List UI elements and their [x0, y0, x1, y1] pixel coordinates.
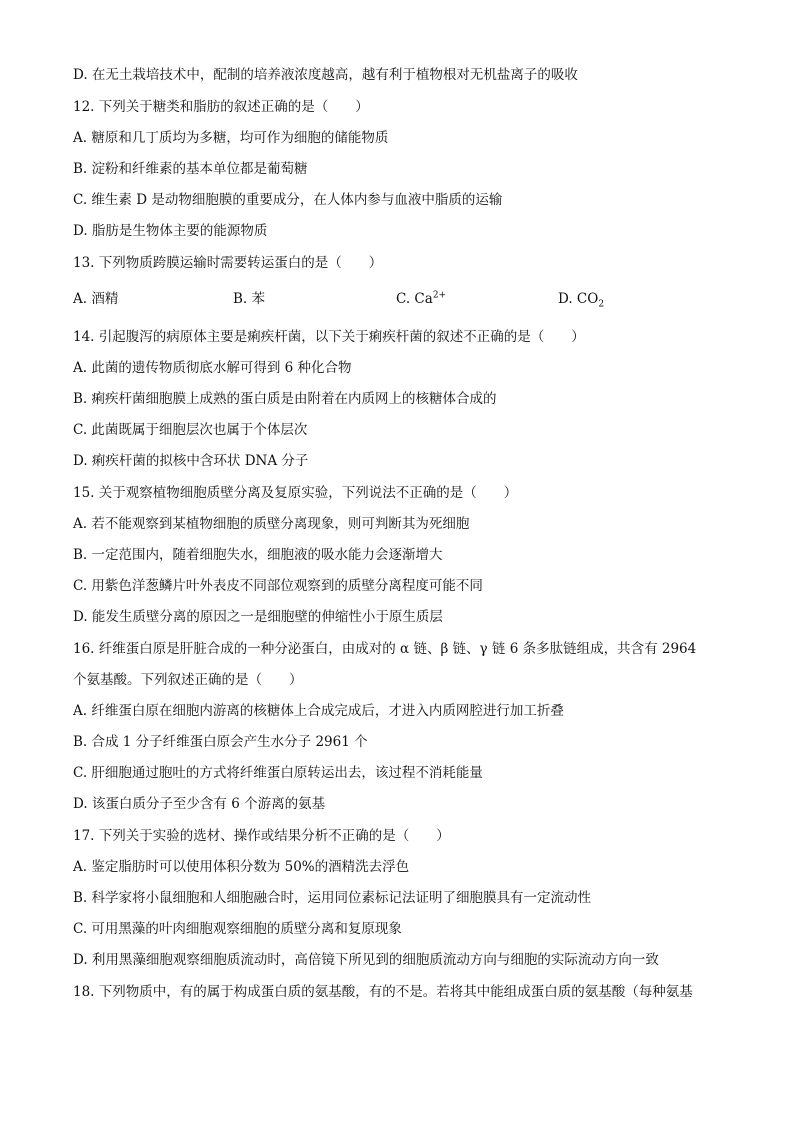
q12-option-a: A. 糖原和几丁质均为多糖，均可作为细胞的储能物质	[73, 130, 389, 146]
q13-option-c-charge: 2+	[432, 290, 447, 301]
q16-option-d: D. 该蛋白质分子至少含有 6 个游离的氨基	[73, 796, 326, 812]
q17-option-b: B. 科学家将小鼠细胞和人细胞融合时，运用同位素标记法证明了细胞膜具有一定流动性	[73, 890, 592, 906]
question-16: 16. 纤维蛋白原是肝脏合成的一种分泌蛋白，由成对的 α 链、β 链、γ 链 6 条多肽链组成，共含有 2964	[73, 641, 697, 657]
q14-option-b: B. 痢疾杆菌细胞膜上成熟的蛋白质是由附着在内质网上的核糖体合成的	[73, 391, 497, 407]
q13-options	[73, 289, 723, 309]
question-12: 12. 下列关于糖类和脂肪的叙述正确的是（ ）	[73, 99, 369, 115]
q13-option-c	[396, 289, 446, 309]
q16-option-c: C. 肝细胞通过胞吐的方式将纤维蛋白原转运出去，该过程不消耗能量	[73, 765, 483, 781]
q14-option-a: A. 此菌的遗传物质彻底水解可得到 6 种化合物	[73, 360, 352, 376]
question-15: 15. 关于观察植物细胞质壁分离及复原实验，下列说法不正确的是（ ）	[73, 485, 518, 501]
q12-option-b: B. 淀粉和纤维素的基本单位都是葡萄糖	[73, 161, 308, 177]
q14-option-d: D. 痢疾杆菌的拟核中含环状 DNA 分子	[73, 453, 309, 469]
q15-option-b: B. 一定范围内，随着细胞失水，细胞液的吸水能力会逐渐增大	[73, 547, 443, 563]
question-14: 14. 引起腹泻的病原体主要是痢疾杆菌，以下关于痢疾杆菌的叙述不正确的是（ ）	[73, 329, 585, 345]
q16-option-a: A. 纤维蛋白原在细胞内游离的核糖体上合成完成后，才进入内质网腔进行加工折叠	[73, 703, 564, 719]
q14-option-c: C. 此菌既属于细胞层次也属于个体层次	[73, 422, 308, 438]
q11-option-d: D. 在无土栽培技术中，配制的培养液浓度越高，越有利于植物根对无机盐离子的吸收	[73, 67, 578, 83]
q13-option-a: A. 酒精	[73, 291, 119, 307]
q13-option-d	[558, 289, 604, 309]
q12-option-d: D. 脂肪是生物体主要的能源物质	[73, 223, 268, 239]
q16-option-b: B. 合成 1 分子纤维蛋白原会产生水分子 2961 个	[73, 734, 368, 750]
question-17: 17. 下列关于实验的选材、操作或结果分析不正确的是（ ）	[73, 828, 450, 844]
question-13: 13. 下列物质跨膜运输时需要转运蛋白的是（ ）	[73, 255, 383, 271]
q15-option-c: C. 用紫色洋葱鳞片叶外表皮不同部位观察到的质壁分离程度可能不同	[73, 578, 483, 594]
q13-option-d-subscript: 2	[598, 299, 605, 310]
q17-option-d: D. 利用黑藻细胞观察细胞质流动时，高倍镜下所见到的细胞质流动方向与细胞的实际流动方向一致	[73, 952, 659, 968]
q13-option-c-text: C. Ca	[396, 291, 433, 307]
q13-option-d-text: D. CO	[558, 291, 599, 307]
q15-option-d: D. 能发生质壁分离的原因之一是细胞壁的伸缩性小于原生质层	[73, 609, 443, 625]
q13-option-b: B. 苯	[233, 291, 266, 307]
q15-option-a: A. 若不能观察到某植物细胞的质壁分离现象，则可判断其为死细胞	[73, 516, 470, 532]
q17-option-a: A. 鉴定脂肪时可以使用体积分数为 50%的酒精洗去浮色	[73, 859, 410, 875]
question-18: 18. 下列物质中，有的属于构成蛋白质的氨基酸，有的不是。若将其中能组成蛋白质的氨基酸（每种氨基	[73, 984, 693, 1000]
q17-option-c: C. 可用黑藻的叶肉细胞观察细胞的质壁分离和复原现象	[73, 921, 402, 937]
q12-option-c: C. 维生素 D 是动物细胞膜的重要成分，在人体内参与血液中脂质的运输	[73, 192, 503, 208]
question-16-continued: 个氨基酸。下列叙述正确的是（ ）	[73, 672, 303, 688]
